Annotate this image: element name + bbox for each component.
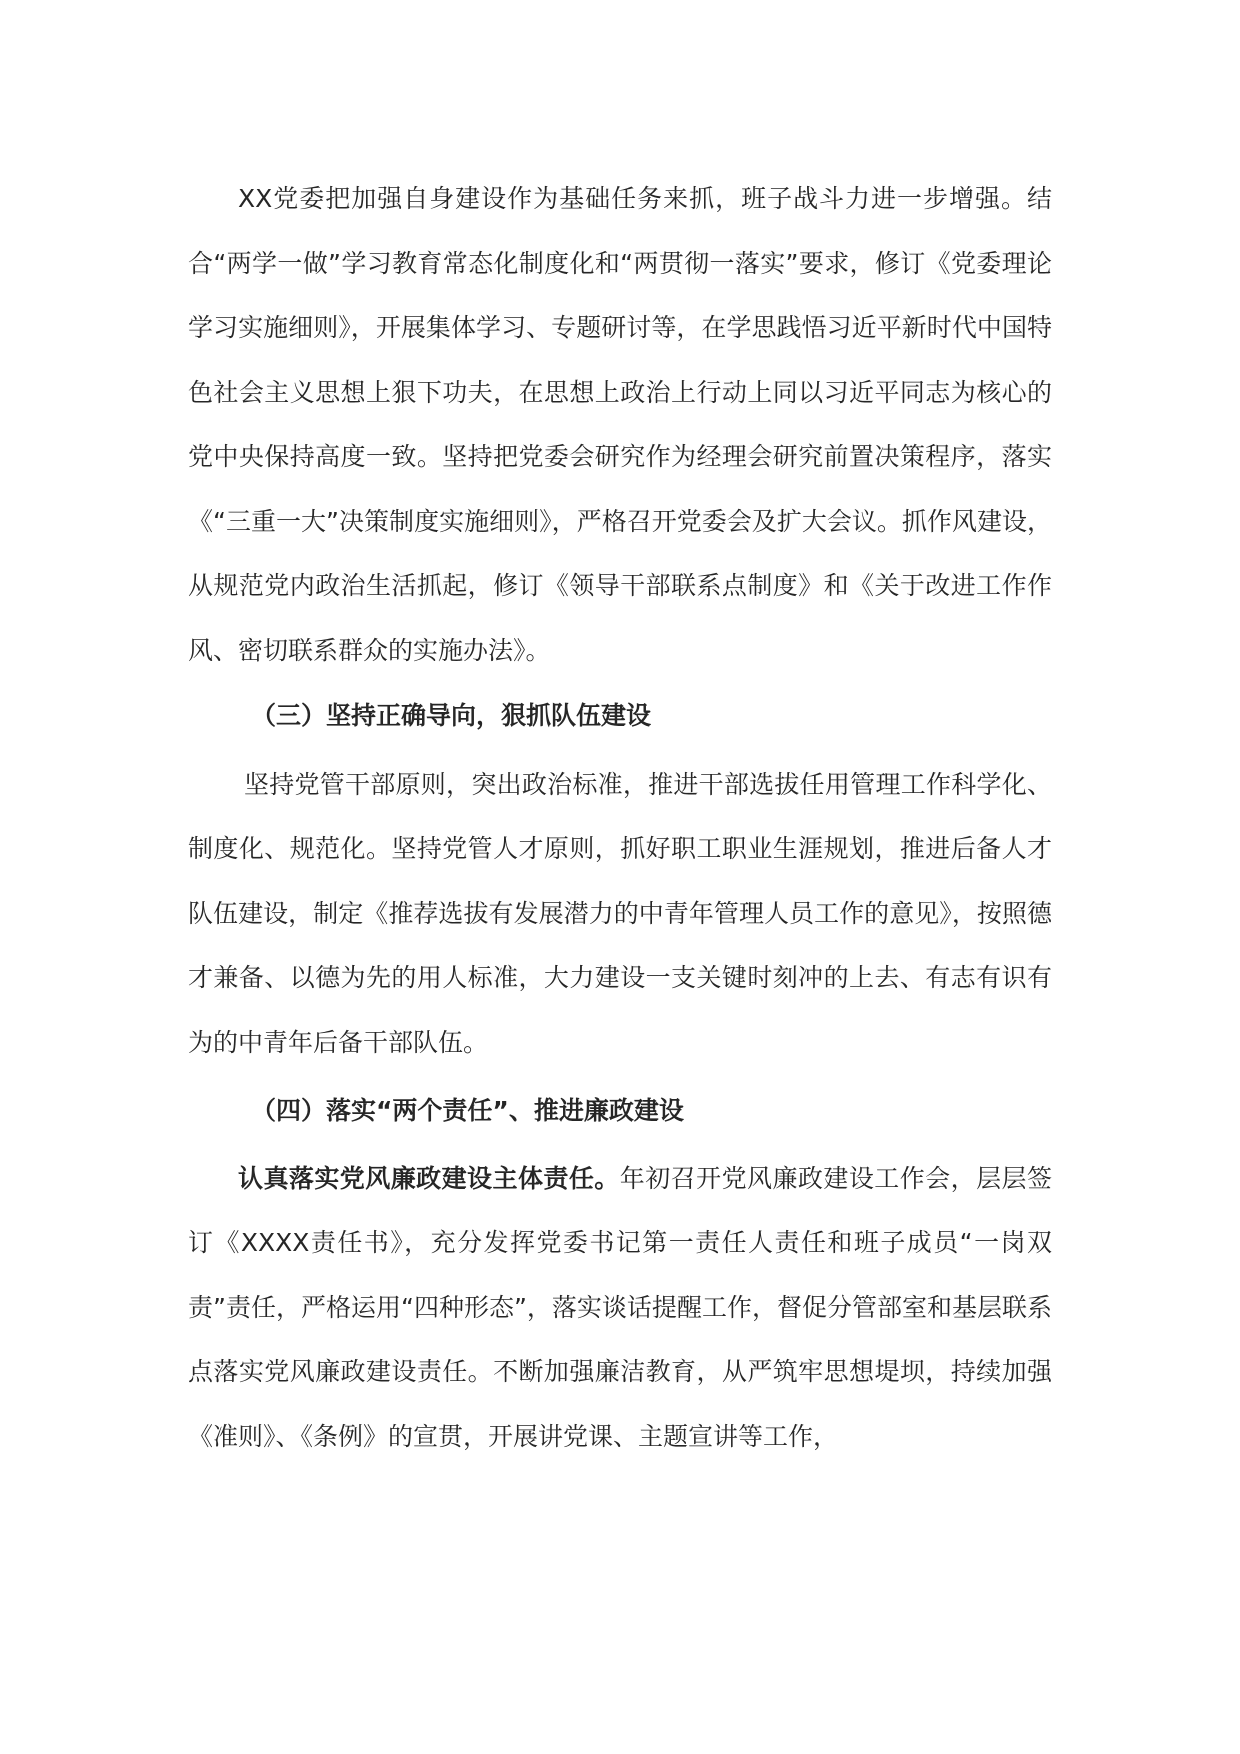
section-heading-4: （四）落实“两个责任”、推进廉政建设 [251, 1096, 684, 1125]
paragraph-team-building: 坚持党管干部原则，突出政治标准，推进干部选拔任用管理工作科学化、制度化、规范化。坚持党管人才原则，抓好职工职业生涯规划，推进后备人才队伍建设，制定《推荐选拔有发展潜力的中青年管理人员工作的意见》，按照德才兼备、以德为先的用人标准，大力建设一支关键时刻冲的上去、有志有识有为的中青年后备干部队伍。 [188, 769, 1052, 1057]
paragraph-lead-sentence: 认真落实党风廉政建设主体责任。 [238, 1163, 620, 1193]
paragraph-body-text: 年初召开党风廉政建设工作会，层层签订《XXXX责任书》，充分发挥党委书记第一责任人责任和班子成员“一岗双责”责任，严格运用“四种形态”，落实谈话提醒工作，督促分管部室和基层联系点落实党风廉政建设责任。不断加强廉洁教育，从严筑牢思想堤坝，持续加强《准则》、《条例》的宣贯，开展讲党课、主题宣讲等工作， [188, 1163, 1052, 1451]
section-heading-3: （三）坚持正确导向，狠抓队伍建设 [251, 701, 652, 730]
document-body [188, 167, 1052, 1469]
paragraph-integrity-building [188, 1147, 1052, 1470]
paragraph-party-committee-building: XX党委把加强自身建设作为基础任务来抓，班子战斗力进一步增强。结合“两学一做”学习教育常态化制度化和“两贯彻一落实”要求，修订《党委理论学习实施细则》，开展集体学习、专题研讨等，在学思践悟习近平新时代中国特色社会主义思想上狠下功夫，在思想上政治上行动上同以习近平同志为核心的党中央保持高度一致。坚持把党委会研究作为经理会研究前置决策程序，落实《“三重一大”决策制度实施细则》，严格召开党委会及扩大会议。抓作风建设，从规范党内政治生活抓起，修订《领导干部联系点制度》和《关于改进工作作风、密切联系群众的实施办法》。 [188, 184, 1052, 665]
